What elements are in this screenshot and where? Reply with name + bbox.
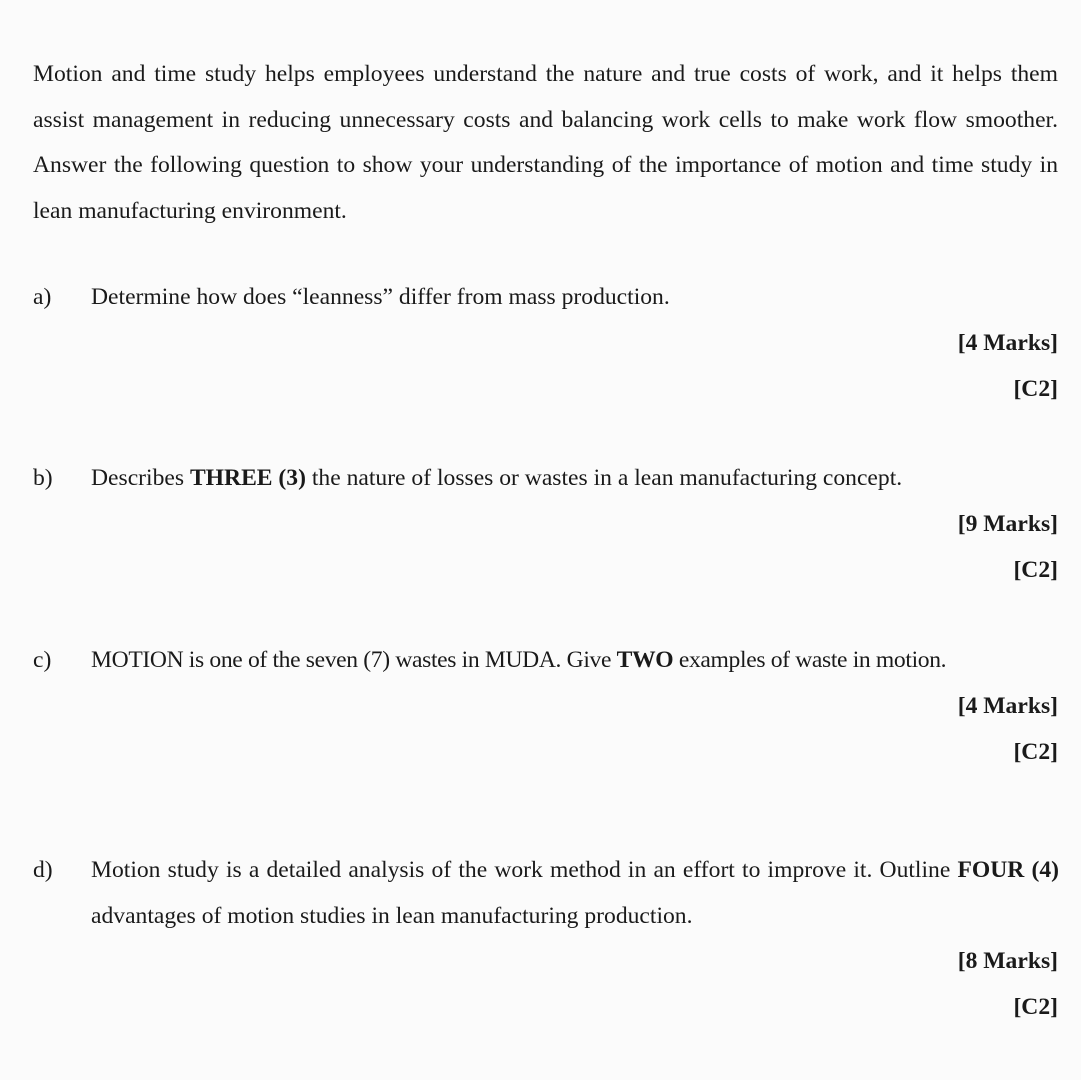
question-b-emphasis: THREE (3) bbox=[189, 465, 306, 491]
question-d-marks: [8 Marks] bbox=[957, 948, 1058, 974]
question-d-text bbox=[91, 848, 1059, 939]
question-d-level: [C2] bbox=[1013, 994, 1058, 1020]
question-b-label: b) bbox=[33, 465, 53, 491]
question-c-text-part: MOTION is one of the seven (7) wastes in MUDA. Give bbox=[91, 647, 617, 673]
question-d-emphasis: FOUR (4) bbox=[957, 857, 1059, 883]
intro-paragraph: Motion and time study helps employees understand the nature and true costs of work, and it helps them assist management in reducing unnecessary costs and balancing work cells to make work flow smoother. Answer the following question to show your understanding of the importance of motion and time study in lean manufacturing environment. bbox=[33, 61, 1058, 224]
question-c-emphasis: TWO bbox=[616, 647, 674, 673]
question-a-label: a) bbox=[33, 284, 52, 310]
question-c-text bbox=[91, 638, 1059, 684]
question-c-label: c) bbox=[33, 647, 52, 673]
question-a-level: [C2] bbox=[1013, 376, 1058, 402]
question-c-marks: [4 Marks] bbox=[957, 693, 1058, 719]
question-d-label: d) bbox=[33, 857, 53, 883]
question-b-level: [C2] bbox=[1013, 557, 1058, 583]
question-c-text-part: examples of waste in motion. bbox=[673, 647, 947, 673]
question-a-text: Determine how does “leanness” differ from mass production. bbox=[91, 284, 670, 310]
question-d-text-part: advantages of motion studies in lean manufacturing production. bbox=[91, 902, 693, 929]
question-a-marks: [4 Marks] bbox=[957, 330, 1058, 356]
question-d-text-part: Motion study is a detailed analysis of the work method in an effort to improve it. Outline bbox=[91, 857, 958, 883]
question-b-text bbox=[91, 456, 1059, 502]
question-b-text-part: Describes bbox=[91, 465, 190, 491]
question-b-marks: [9 Marks] bbox=[957, 511, 1058, 537]
question-b-text-part: the nature of losses or wastes in a lean manufacturing concept. bbox=[305, 465, 903, 491]
question-c-level: [C2] bbox=[1013, 739, 1058, 765]
